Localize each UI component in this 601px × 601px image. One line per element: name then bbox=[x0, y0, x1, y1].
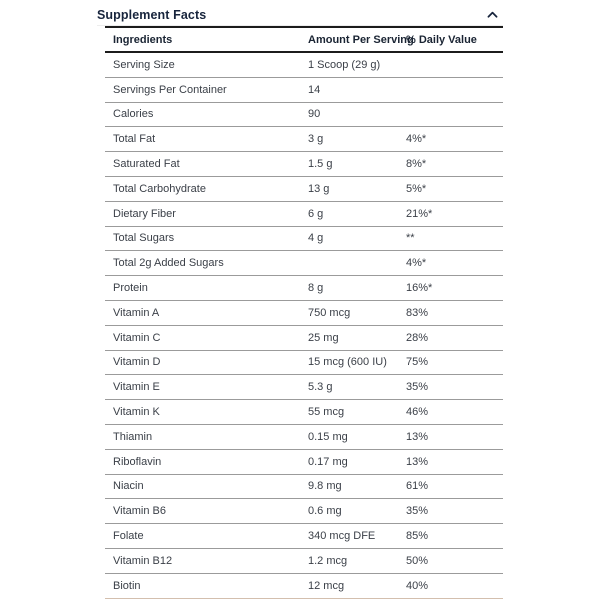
table-row bbox=[105, 549, 503, 574]
table-row bbox=[105, 450, 503, 475]
ingredient-cell: Dietary Fiber bbox=[113, 207, 176, 220]
ingredient-cell: Servings Per Container bbox=[113, 83, 227, 96]
amount-cell: 0.6 mg bbox=[308, 505, 342, 518]
amount-cell: 750 mcg bbox=[308, 306, 351, 319]
ingredient-cell: Total Sugars bbox=[113, 232, 175, 245]
daily-value-cell: 28% bbox=[406, 331, 429, 344]
table-row bbox=[105, 475, 503, 500]
table-row bbox=[105, 127, 503, 152]
daily-value-cell: 8%* bbox=[406, 158, 427, 171]
ingredient-cell: Biotin bbox=[113, 579, 141, 592]
table-header-row bbox=[105, 28, 503, 53]
ingredient-cell: Vitamin B12 bbox=[113, 554, 173, 567]
amount-cell: 1.5 g bbox=[308, 158, 333, 171]
amount-cell: 4 g bbox=[308, 232, 324, 245]
table-row bbox=[105, 177, 503, 202]
amount-cell: 1.2 mcg bbox=[308, 554, 348, 567]
daily-value-cell: 61% bbox=[406, 480, 429, 493]
daily-value-cell: 35% bbox=[406, 505, 429, 518]
amount-cell: 15 mcg (600 IU) bbox=[308, 356, 387, 369]
amount-cell: 0.15 mg bbox=[308, 430, 348, 443]
ingredient-cell: Vitamin A bbox=[113, 306, 160, 319]
ingredient-cell: Total Fat bbox=[113, 133, 156, 146]
ingredient-cell: Niacin bbox=[113, 480, 144, 493]
ingredient-cell: Vitamin B6 bbox=[113, 505, 166, 518]
ingredient-cell: Saturated Fat bbox=[113, 158, 180, 171]
amount-cell: 6 g bbox=[308, 207, 324, 220]
daily-value-cell: 16%* bbox=[406, 282, 433, 295]
chevron-up-icon[interactable] bbox=[485, 8, 500, 22]
table-body bbox=[105, 53, 503, 599]
daily-value-cell: 13% bbox=[406, 455, 429, 468]
daily-value-cell: 46% bbox=[406, 406, 429, 419]
table-row bbox=[105, 251, 503, 276]
column-header-ingredients: Ingredients bbox=[113, 33, 173, 46]
amount-cell: 8 g bbox=[308, 282, 324, 295]
column-header-amount: Amount Per Serving bbox=[308, 33, 414, 46]
ingredient-cell: Vitamin D bbox=[113, 356, 161, 369]
daily-value-cell: 83% bbox=[406, 306, 429, 319]
supplement-facts-table bbox=[105, 26, 503, 599]
daily-value-cell: ** bbox=[406, 232, 415, 245]
amount-cell: 5.3 g bbox=[308, 381, 333, 394]
ingredient-cell: Folate bbox=[113, 530, 144, 543]
table-row bbox=[105, 400, 503, 425]
table-row bbox=[105, 326, 503, 351]
amount-cell: 1 Scoop (29 g) bbox=[308, 58, 381, 71]
table-row bbox=[105, 351, 503, 376]
ingredient-cell: Calories bbox=[113, 108, 154, 121]
ingredient-cell: Vitamin K bbox=[113, 406, 160, 419]
amount-cell: 14 bbox=[308, 83, 321, 96]
section-title: Supplement Facts bbox=[97, 8, 207, 22]
amount-cell: 25 mg bbox=[308, 331, 339, 344]
table-row bbox=[105, 425, 503, 450]
daily-value-cell: 75% bbox=[406, 356, 429, 369]
daily-value-cell: 40% bbox=[406, 579, 429, 592]
ingredient-cell: Thiamin bbox=[113, 430, 153, 443]
table-row bbox=[105, 524, 503, 549]
supplement-facts-section bbox=[97, 0, 503, 599]
ingredient-cell: Riboflavin bbox=[113, 455, 162, 468]
table-row bbox=[105, 499, 503, 524]
daily-value-cell: 4%* bbox=[406, 133, 427, 146]
daily-value-cell: 50% bbox=[406, 554, 429, 567]
supplement-facts-accordion-header[interactable] bbox=[97, 0, 503, 26]
daily-value-cell: 35% bbox=[406, 381, 429, 394]
table-row bbox=[105, 103, 503, 128]
column-header-daily-value: % Daily Value bbox=[406, 33, 477, 46]
table-row bbox=[105, 202, 503, 227]
table-row bbox=[105, 152, 503, 177]
table-row bbox=[105, 375, 503, 400]
amount-cell: 0.17 mg bbox=[308, 455, 348, 468]
amount-cell: 340 mcg DFE bbox=[308, 530, 376, 543]
ingredient-cell: Vitamin E bbox=[113, 381, 160, 394]
ingredient-cell: Total 2g Added Sugars bbox=[113, 257, 224, 270]
table-row bbox=[105, 301, 503, 326]
daily-value-cell: 5%* bbox=[406, 182, 427, 195]
amount-cell: 13 g bbox=[308, 182, 330, 195]
daily-value-cell: 4%* bbox=[406, 257, 427, 270]
table-row bbox=[105, 276, 503, 301]
daily-value-cell: 21%* bbox=[406, 207, 433, 220]
amount-cell: 9.8 mg bbox=[308, 480, 342, 493]
amount-cell: 3 g bbox=[308, 133, 324, 146]
ingredient-cell: Serving Size bbox=[113, 58, 175, 71]
table-row bbox=[105, 53, 503, 78]
table-row bbox=[105, 78, 503, 103]
daily-value-cell: 85% bbox=[406, 530, 429, 543]
daily-value-cell: 13% bbox=[406, 430, 429, 443]
ingredient-cell: Total Carbohydrate bbox=[113, 182, 206, 195]
ingredient-cell: Vitamin C bbox=[113, 331, 161, 344]
table-row bbox=[105, 227, 503, 252]
amount-cell: 12 mcg bbox=[308, 579, 345, 592]
amount-cell: 90 bbox=[308, 108, 321, 121]
ingredient-cell: Protein bbox=[113, 282, 148, 295]
amount-cell: 55 mcg bbox=[308, 406, 345, 419]
table-row bbox=[105, 574, 503, 599]
